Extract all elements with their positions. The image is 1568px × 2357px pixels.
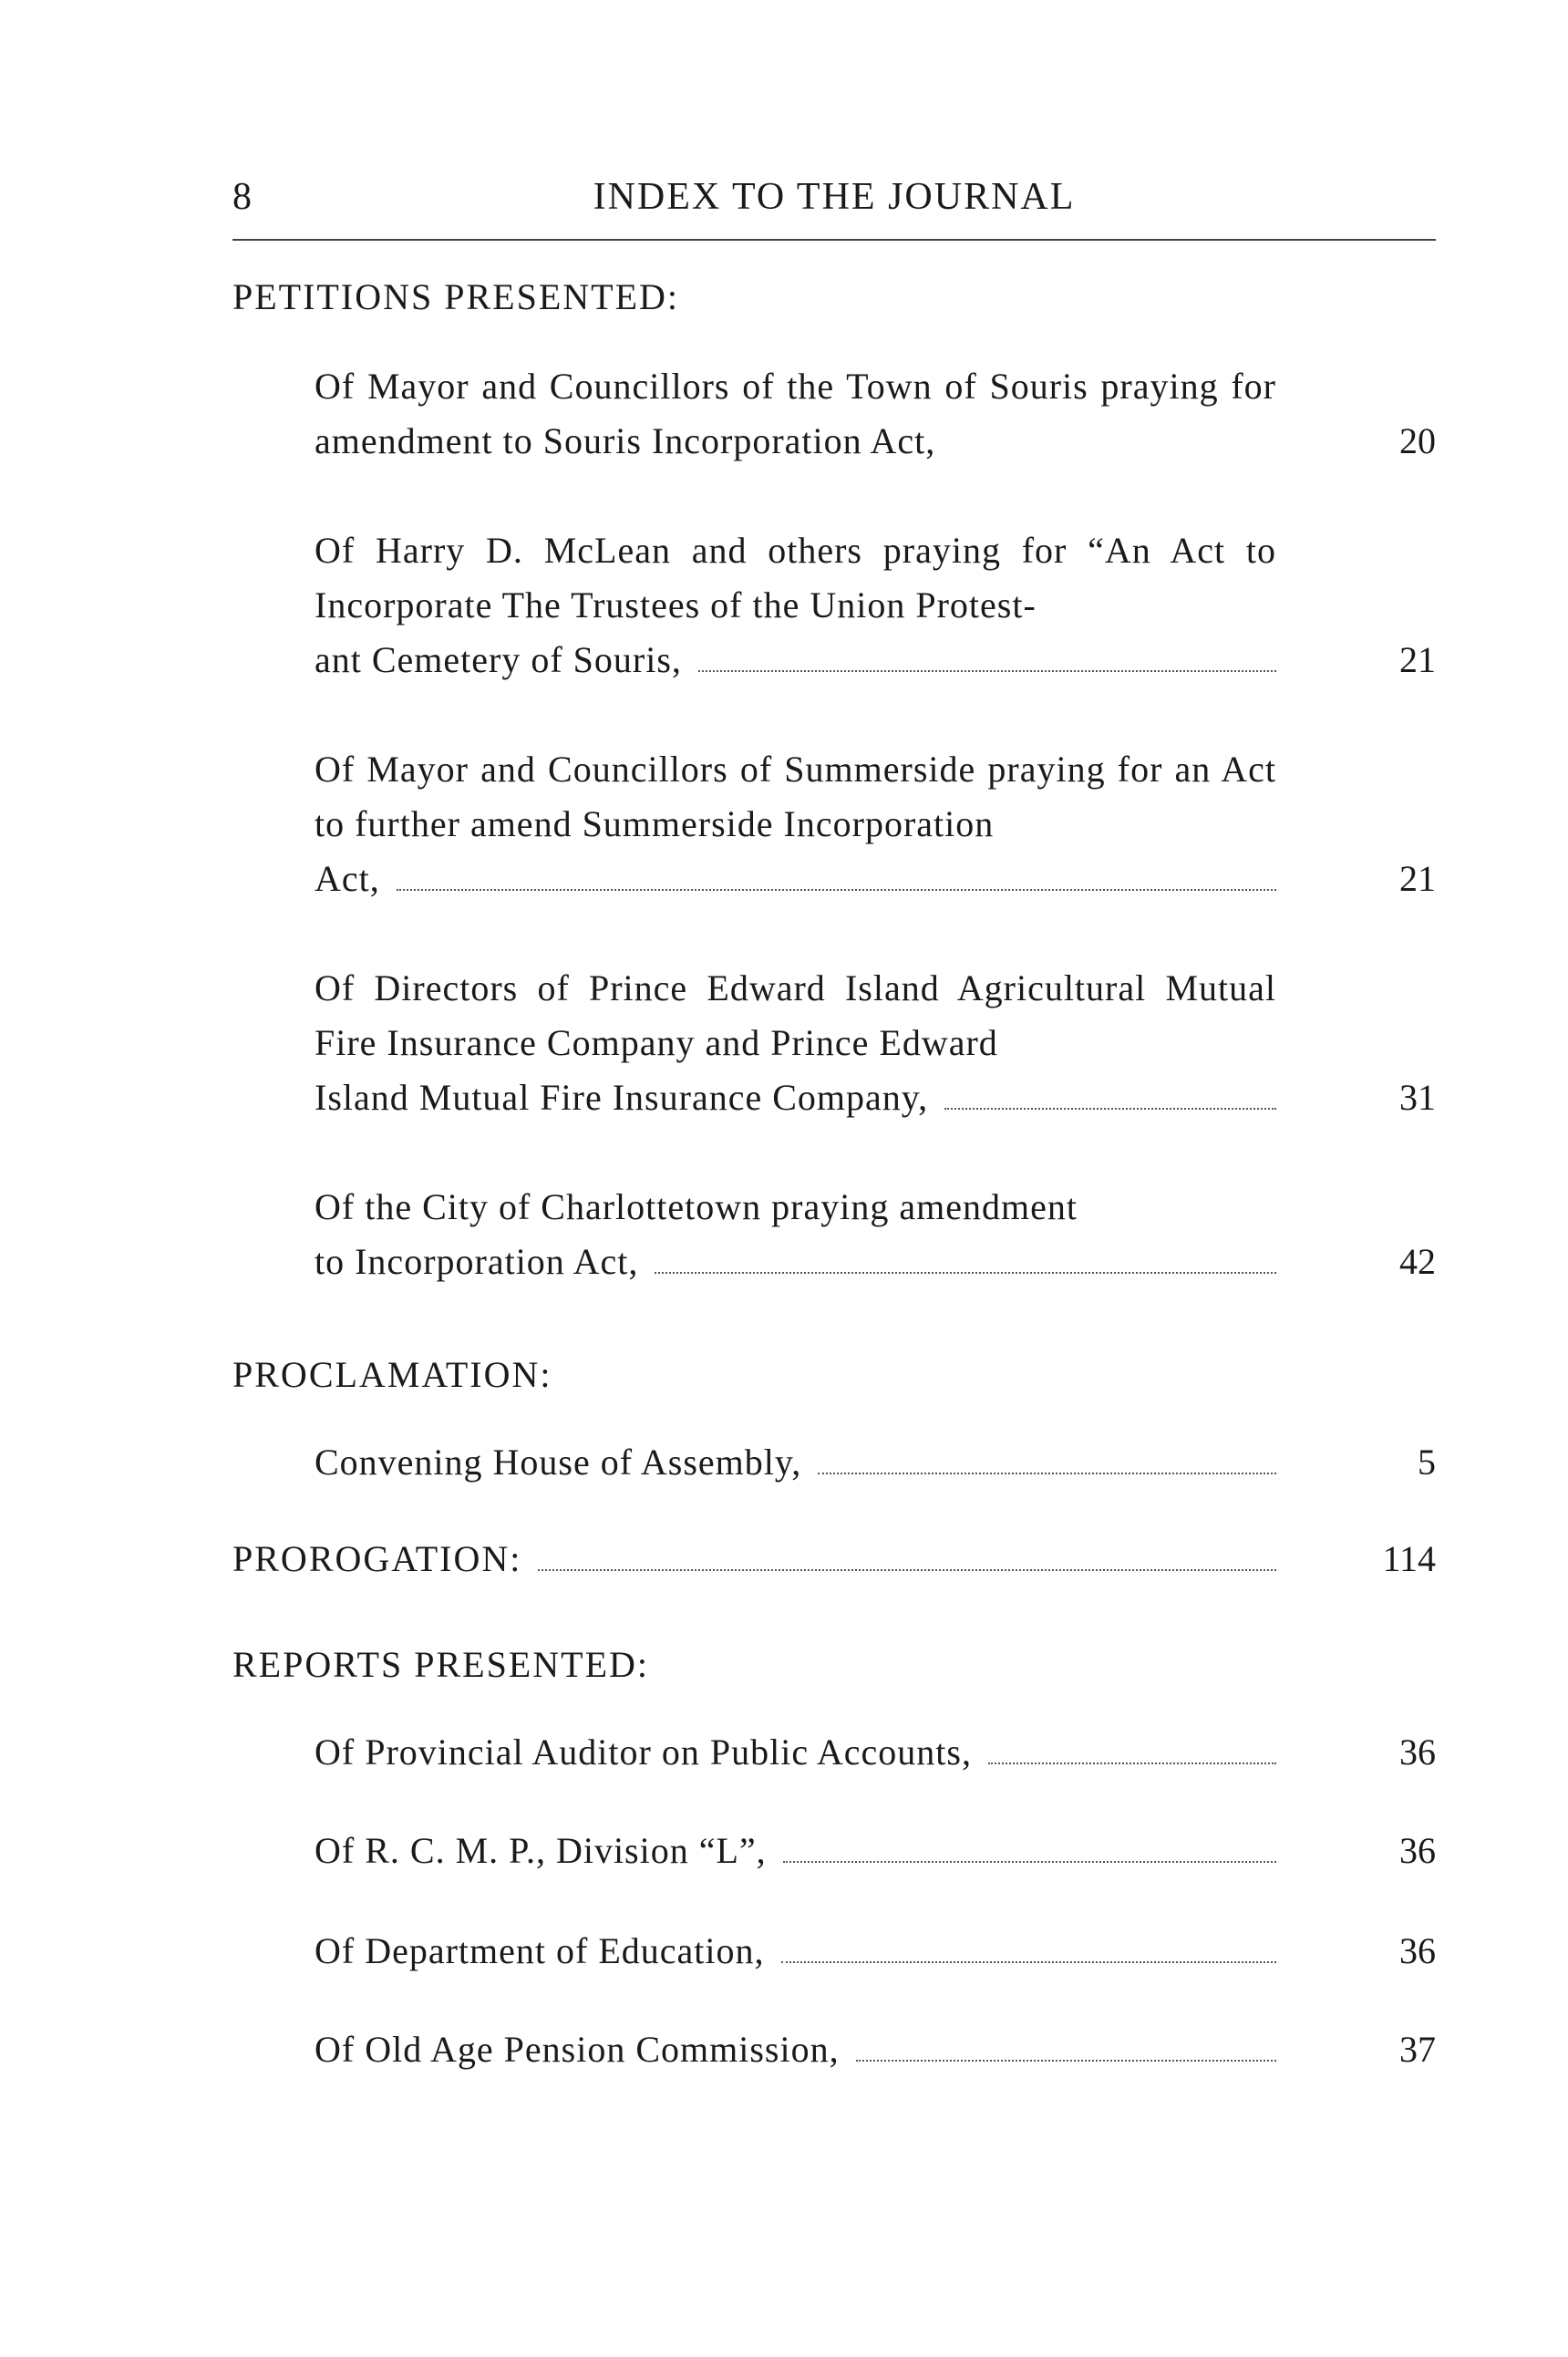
entry-last-line	[315, 1725, 1276, 1780]
dot-leader	[698, 670, 1276, 672]
section-heading-prorogation: PROROGATION:	[232, 1538, 522, 1579]
dot-leader	[397, 889, 1276, 891]
dot-leader	[988, 1763, 1276, 1764]
entry-last-line-text: Island Mutual Fire Insurance Company,	[315, 1077, 929, 1118]
entry-last-line	[315, 852, 1276, 906]
entry-last-line	[315, 1924, 1276, 1979]
page-header	[232, 175, 1436, 230]
entry-page-ref: 114	[1382, 1538, 1436, 1579]
entry-page-ref: 36	[1399, 1930, 1436, 1971]
dot-leader	[818, 1473, 1276, 1474]
prorogation-entry	[232, 1537, 1276, 1580]
entry-last-line-text: Of Department of Education,	[315, 1930, 765, 1971]
entry-last-line-text: to Incorporation Act,	[315, 1241, 639, 1282]
entry-last-line-text: ant Cemetery of Souris,	[315, 639, 682, 680]
dot-leader	[781, 1961, 1276, 1963]
entry-page-ref: 5	[1418, 1442, 1436, 1483]
entry-page-ref: 42	[1399, 1241, 1436, 1282]
entry-text: Of Directors of Prince Edward Island Agricultural Mutual Fire Insurance Company and Prince Edward	[315, 967, 1276, 1063]
page-number: 8	[232, 176, 253, 218]
dot-leader	[856, 2060, 1276, 2062]
index-entry	[315, 1924, 1276, 1979]
index-entry	[315, 1824, 1276, 1878]
entry-text: Of Harry D. McLean and others praying for “An Act to Incorporate The Trustees of the Union Protest-	[315, 530, 1276, 625]
entry-last-line-text: Act,	[315, 858, 380, 899]
entry-page-ref: 31	[1399, 1077, 1436, 1118]
dot-leader	[944, 1108, 1276, 1110]
entry-last-line-text: Of R. C. M. P., Division “L”,	[315, 1830, 767, 1871]
entry-last-line-text: Convening House of Assembly,	[315, 1442, 802, 1483]
entry-last-line	[315, 633, 1276, 687]
entry-last-line	[315, 1070, 1276, 1125]
entry-page-ref: 36	[1399, 1830, 1436, 1871]
entry-page-ref: 21	[1399, 639, 1436, 680]
entry-text: Of the City of Charlottetown praying amendment	[315, 1186, 1078, 1227]
entry-page-ref: 36	[1399, 1732, 1436, 1773]
index-entry	[315, 1435, 1276, 1490]
index-entry	[315, 1725, 1276, 1780]
entry-last-line	[315, 1235, 1276, 1289]
index-entry	[315, 961, 1276, 1125]
index-entry	[315, 1180, 1276, 1289]
entry-page-ref: 21	[1399, 858, 1436, 899]
entry-text: Of Mayor and Councillors of Summerside praying for an Act to further amend Summerside Incorporation	[315, 749, 1276, 844]
entry-last-line	[315, 1824, 1276, 1878]
entry-page-ref: 20	[1399, 420, 1436, 461]
section-heading-reports: REPORTS PRESENTED:	[232, 1644, 649, 1685]
dot-leader	[783, 1861, 1276, 1863]
dot-leader	[655, 1272, 1276, 1274]
header-rule	[232, 239, 1436, 241]
entry-last-line	[315, 1435, 1276, 1490]
section-heading-proclamation: PROCLAMATION:	[232, 1354, 552, 1395]
section-heading-petitions: PETITIONS PRESENTED:	[232, 276, 679, 317]
index-entry	[315, 523, 1276, 687]
index-entry	[315, 742, 1276, 906]
running-title: INDEX TO THE JOURNAL	[593, 176, 1076, 218]
entry-last-line	[315, 2022, 1276, 2077]
index-entry	[315, 359, 1276, 469]
entry-text: Of Mayor and Councillors of the Town of Souris praying for amendment to Souris Incorporation Act,	[315, 366, 1276, 461]
entry-page-ref: 37	[1399, 2029, 1436, 2070]
entry-last-line-text: Of Provincial Auditor on Public Accounts,	[315, 1732, 972, 1773]
index-entry	[315, 2022, 1276, 2077]
dot-leader	[538, 1569, 1276, 1571]
entry-last-line-text: Of Old Age Pension Commission,	[315, 2029, 840, 2070]
